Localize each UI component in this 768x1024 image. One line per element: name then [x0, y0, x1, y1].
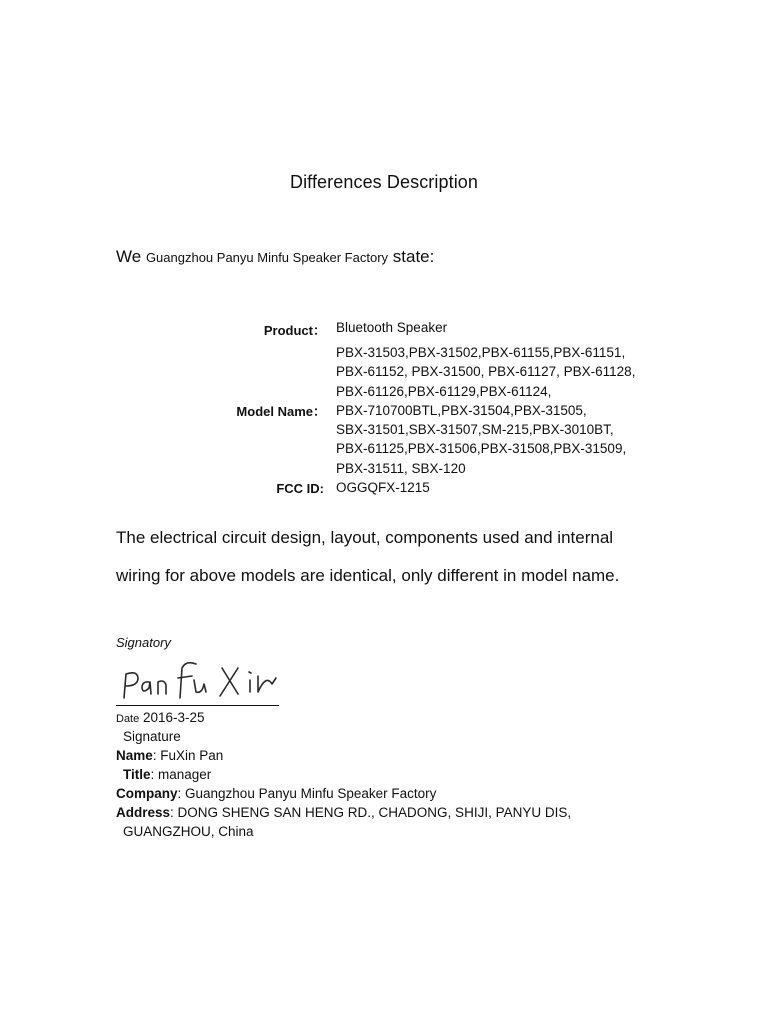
title-label: Title [123, 767, 151, 782]
statement-prefix: We [116, 247, 142, 266]
handwritten-signature [116, 654, 286, 702]
statement-company: Guangzhou Panyu Minfu Speaker Factory [145, 250, 389, 265]
address-label: Address [116, 805, 171, 820]
document-title: Differences Description [289, 172, 479, 192]
fcc-id-label: FCC ID: [276, 481, 324, 496]
address-line-1 [116, 805, 571, 820]
paragraph-line-1: The electrical circuit design, layout, components used and internal [116, 528, 614, 547]
company-label: Company [116, 786, 178, 801]
name-label: Name [116, 748, 153, 763]
model-line: PBX-31503,PBX-31502,PBX-61155,PBX-61151, [336, 345, 626, 360]
fcc-id-value: OGGQFX-1215 [336, 480, 430, 495]
model-line: SBX-31501,SBX-31507,SM-215,PBX-3010BT, [336, 422, 614, 438]
paragraph-line-2: wiring for above models are identical, only different in model name. [116, 566, 620, 585]
date-line [116, 710, 205, 725]
company-value: : Guangzhou Panyu Minfu Speaker Factory [177, 786, 437, 801]
address-value-1: : DONG SHENG SAN HENG RD., CHADONG, SHIJI, PANYU DIS, [170, 805, 572, 820]
model-name-label: Model Name： [236, 404, 326, 419]
name-value: : FuXin Pan [152, 748, 224, 763]
model-line: PBX-61125,PBX-31506,PBX-31508,PBX-31509, [336, 441, 627, 457]
model-line: PBX-710700BTL,PBX-31504,PBX-31505, [336, 402, 587, 418]
model-line: PBX-61126,PBX-61129,PBX-61124, [336, 383, 552, 399]
statement-suffix: state: [392, 247, 435, 266]
title-line [123, 767, 211, 782]
name-line [116, 748, 223, 763]
model-line: PBX-31511, SBX-120 [336, 460, 466, 476]
title-value: : manager [150, 767, 212, 782]
model-name-list [336, 343, 635, 478]
model-line: PBX-61152, PBX-31500, PBX-61127, PBX-61128, [336, 364, 636, 380]
statement-line [116, 247, 434, 267]
signature-caption: Signature [123, 729, 181, 744]
date-label: Date [116, 713, 140, 725]
signatory-label: Signatory [116, 635, 171, 650]
product-value: Bluetooth Speaker [336, 320, 448, 335]
address-line-2: GUANGZHOU, China [123, 824, 254, 839]
company-line [116, 786, 436, 801]
date-value: 2016-3-25 [143, 710, 205, 725]
signature-line [116, 705, 279, 706]
product-label: Product： [263, 323, 326, 338]
